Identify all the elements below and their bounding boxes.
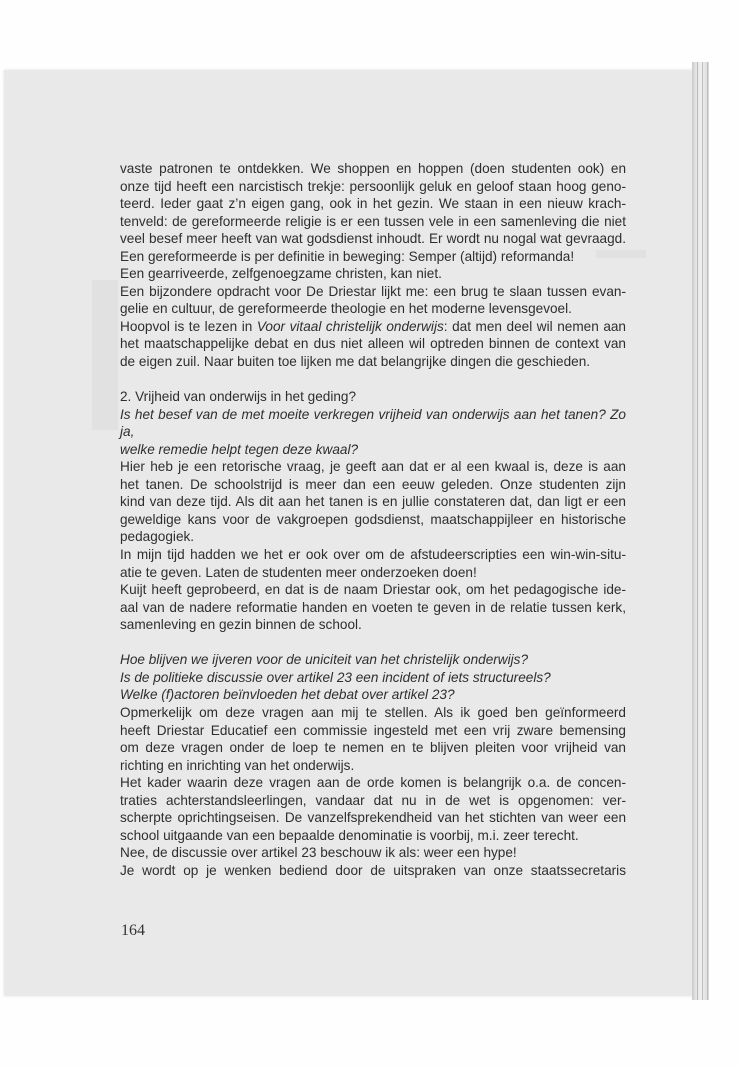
text-line: 2. Vrijheid van onderwijs in het geding?: [120, 389, 357, 405]
text-line: richting en inrichting van het onderwijs.: [120, 757, 355, 773]
question-line: welke remedie helpt tegen deze kwaal?: [120, 441, 359, 457]
text-line: aal van de nadere reformatie handen en voeten te geven in de relatie tussen kerk,: [120, 599, 626, 615]
text-line: scherpte oprichtingseisen. De vanzelfsprekendheid van het stichten van weer een: [120, 810, 626, 826]
text-line: het tanen. De schoolstrijd is meer dan een eeuw geleden. Onze studenten zijn: [120, 476, 626, 492]
book-title: Voor vitaal christelijk onderwijs: [256, 318, 444, 334]
page-number: 164: [121, 922, 145, 939]
paragraph: [120, 160, 626, 265]
text-line: veel besef meer heeft van wat godsdienst inhoudt. Er wordt nu nogal wat gevraagd.: [120, 231, 626, 247]
text-line: traties achterstandsleerlingen, vandaar dat nu in de wet is opgenomen: ver-: [120, 792, 626, 808]
body-text: [120, 160, 626, 879]
paragraph: [120, 651, 626, 704]
text-line: het maatschappelijke debat en dus niet alleen wil optreden binnen de context van: [120, 336, 626, 352]
text-fragment: : dat men deel wil nemen aan: [443, 318, 626, 334]
text-fragment: Hoopvol is te lezen in: [120, 318, 257, 334]
paragraph: [120, 774, 626, 844]
paragraph: [120, 581, 626, 634]
text-line: Een bijzondere opdracht voor De Driestar lijkt me: een brug te slaan tussen evan-: [120, 283, 626, 299]
question-line: Is de politieke discussie over artikel 23 een incident of iets structureels?: [120, 669, 551, 685]
text-line: Een gearriveerde, zelfgenoegzame christen, kan niet.: [120, 266, 442, 282]
page-edge-line: [702, 62, 703, 1000]
paragraph: [120, 283, 626, 318]
text-line: Een gereformeerde is per definitie in beweging: Semper (altijd) reformanda!: [120, 248, 575, 264]
text-line: [120, 318, 626, 336]
paragraph: [120, 844, 626, 862]
text-line: samenleving en gezin binnen de school.: [120, 617, 362, 633]
paragraph: [120, 862, 626, 880]
show-through-shadow: [92, 280, 118, 430]
text-line: atie te geven. Laten de studenten meer onderzoeken doen!: [120, 564, 477, 580]
text-line: school uitgaande van een bepaalde denominatie is voorbij, m.i. zeer terecht.: [120, 827, 579, 843]
text-line: Het kader waarin deze vragen aan de orde komen is belangrijk o.a. de concen-: [120, 775, 626, 791]
text-line: Kuijt heeft geprobeerd, en dat is de naam Driestar ook, om het pedagogische ide-: [120, 582, 626, 598]
page-edge-line: [697, 62, 698, 1000]
text-line: Nee, de discussie over artikel 23 beschouw ik als: weer een hype!: [120, 845, 517, 861]
text-line: teerd. Ieder gaat z’n eigen gang, ook in het gezin. We staan in een nieuw krach-: [120, 196, 626, 212]
text-line: Opmerkelijk om deze vragen aan mij te stellen. Als ik goed ben geïnformeerd: [120, 704, 626, 720]
text-line: pedagogiek.: [120, 529, 195, 545]
paragraph: [120, 265, 626, 283]
text-line: tenveld: de gereformeerde religie is er een tussen vele in een samenleving die niet: [120, 213, 626, 229]
paragraph: [120, 318, 626, 371]
text-line: Hier heb je een retorische vraag, je geeft aan dat er al een kwaal is, deze is aan: [120, 459, 626, 475]
text-line: kind van deze tijd. Als dit aan het tanen is en jullie constateren dat, dan ligt er een: [120, 494, 626, 510]
text-line: heeft Driestar Educatief een commissie ingesteld met een vrij zware bemensing: [120, 722, 626, 738]
text-line: Je wordt op je wenken bediend door de uitspraken van onze staatssecretaris: [120, 862, 626, 878]
paragraph: [120, 704, 626, 774]
text-line: de eigen zuil. Naar buiten toe lijken me dat belangrijke dingen die geschieden.: [120, 354, 591, 370]
paragraph-gap: [120, 371, 626, 389]
paragraph: [120, 388, 626, 406]
paragraph: [120, 458, 626, 546]
page-edge-line: [707, 62, 708, 1000]
question-line: Welke (f)actoren beïnvloeden het debat over artikel 23?: [120, 687, 455, 703]
text-line: om deze vragen onder de loep te nemen en te blijven pleiten voor vrijheid van: [120, 740, 626, 756]
paragraph-gap: [120, 634, 626, 652]
text-line: geweldige kans voor de vakgroepen godsdienst, maatschappijleer en historische: [120, 511, 626, 527]
text-line: vaste patronen te ontdekken. We shoppen en hoppen (doen studenten ook) en: [120, 161, 626, 176]
paragraph: [120, 406, 626, 459]
question-line: Hoe blijven we ijveren voor de uniciteit van het christelijk onderwijs?: [120, 652, 529, 668]
text-line: gelie en cultuur, de gereformeerde theologie en het moderne levensgevoel.: [120, 301, 572, 317]
paragraph: [120, 546, 626, 581]
text-line: In mijn tijd hadden we het er ook over om de afstudeerscripties een win-win-situ-: [120, 547, 626, 563]
question-line: Is het besef van de met moeite verkregen vrijheid van onderwijs aan het tanen? Zo ja,: [120, 406, 626, 440]
text-line: onze tijd heeft een narcistisch trekje: persoonlijk geluk en geloof staan hoog geno-: [120, 178, 626, 194]
